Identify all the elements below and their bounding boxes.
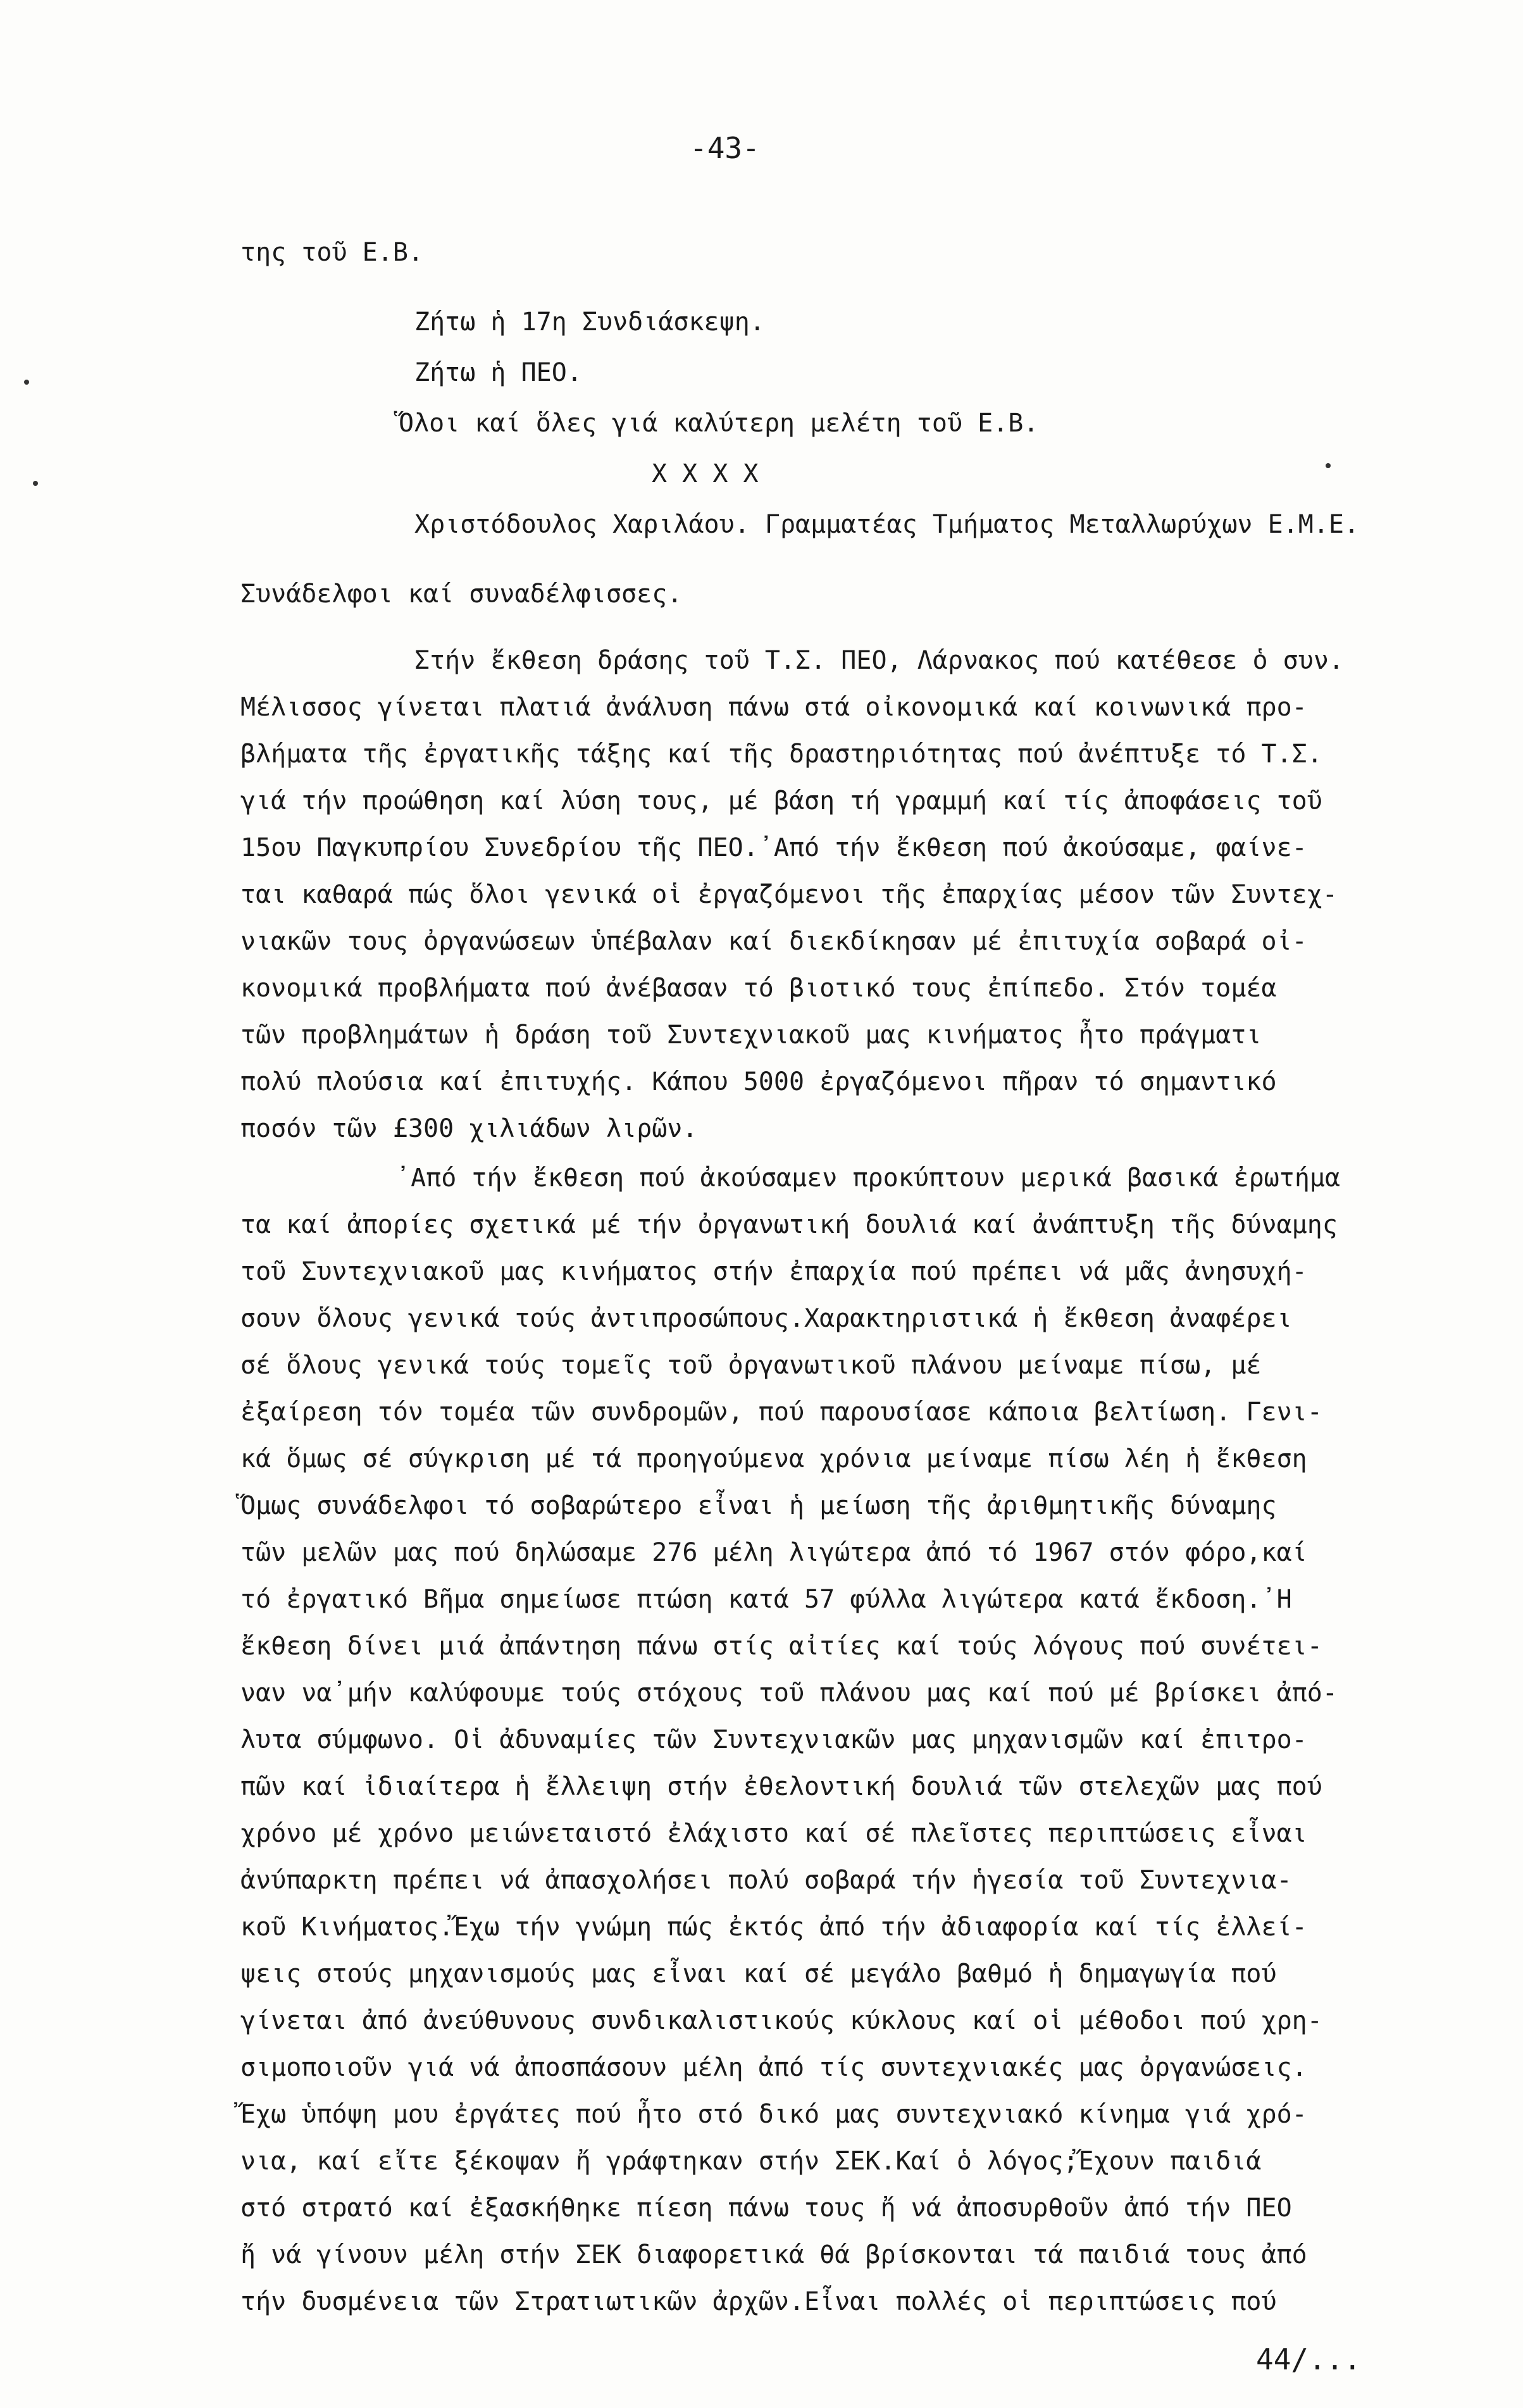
text-line: τα καί ἀπορίες σχετικά μέ τήν ὀργανωτική δουλιά καί ἀνάπτυξη τῆς δύναμης: [240, 1210, 1338, 1239]
salutation: Συνάδελφοι καί συναδέλφισσες.: [240, 580, 683, 609]
text-line: τήν δυσμένεια τῶν Στρατιωτικῶν ἀρχῶν.Εἶναι πολλές οἱ περιπτώσεις πού: [240, 2287, 1277, 2316]
text-line: Ὅμως συνάδελφοι τό σοβαρώτερο εἶναι ἡ μείωση τῆς ἀριθμητικῆς δύναμης: [240, 1491, 1277, 1520]
text-line: Ζήτω ἡ ΠΕΟ.: [414, 358, 582, 387]
scan-speck: [33, 481, 38, 486]
text-line: βλήματα τῆς ἐργατικῆς τάξης καί τῆς δραστηριότητας πού ἀνέπτυξε τό Τ.Σ.: [240, 740, 1322, 769]
text-line: πῶν καί ἰδιαίτερα ἡ ἔλλειψη στήν ἐθελοντική δουλιά τῶν στελεχῶν μας πού: [240, 1772, 1322, 1801]
text-line: πολύ πλούσια καί ἐπιτυχής. Κάπου 5000 ἐργαζόμενοι πῆραν τό σημαντικό: [240, 1067, 1277, 1096]
text-line: νια, καί εἴτε ξέκοψαν ἤ γράφτηκαν στήν ΣΕΚ.Καί ὁ λόγος;Ἔχουν παιδιά: [240, 2147, 1262, 2176]
text-line: ψεις στούς μηχανισμούς μας εἶναι καί σέ μεγάλο βαθμό ἡ δημαγωγία πού: [240, 1959, 1277, 1989]
text-line: ἤ νά γίνουν μέλη στήν ΣΕΚ διαφορετικά θά βρίσκονται τά παιδιά τους ἀπό: [240, 2240, 1307, 2269]
speaker-heading: Χριστόδουλος Χαριλάου. Γραμματέας Τμήματος Μεταλλωρύχων Ε.Μ.Ε.: [414, 510, 1360, 539]
text-line: ἀνύπαρκτη πρέπει νά ἀπασχολήσει πολύ σοβαρά τήν ἡγεσία τοῦ Συντεχνια-: [240, 1866, 1292, 1895]
text-line: κοῦ Κινήματος.Ἔχω τήν γνώμη πώς ἐκτός ἀπό τήν ἀδιαφορία καί τίς ἐλλεί-: [240, 1913, 1307, 1942]
text-line: σέ ὅλους γενικά τούς τομεῖς τοῦ ὀργανωτικοῦ πλάνου μείναμε πίσω, μέ: [240, 1351, 1262, 1380]
text-line: τῶν προβλημάτων ἡ δράση τοῦ Συντεχνιακοῦ μας κινήματος ἦτο πράγματι: [240, 1021, 1262, 1050]
text-line: γιά τήν προώθηση καί λύση τους, μέ βάση τή γραμμή καί τίς ἀποφάσεις τοῦ: [240, 786, 1322, 816]
text-line: ἔκθεση δίνει μιά ἀπάντηση πάνω στίς αἰτίες καί τούς λόγους πού συνέτει-: [240, 1632, 1322, 1661]
text-line: κά ὅμως σέ σύγκριση μέ τά προηγούμενα χρόνια μείναμε πίσω λέη ἡ ἔκθεση: [240, 1444, 1307, 1474]
text-line: ναν να᾿μήν καλύφουμε τούς στόχους τοῦ πλάνου μας καί πού μέ βρίσκει ἀπό-: [240, 1679, 1338, 1708]
text-line: γίνεται ἀπό ἀνεύθυνους συνδικαλιστικούς κύκλους καί οἱ μέθοδοι πού χρη-: [240, 2006, 1322, 2035]
text-line: σουν ὅλους γενικά τούς ἀντιπροσώπους.Χαρακτηριστικά ἡ ἔκθεση ἀναφέρει: [240, 1304, 1292, 1333]
text-line: Ἔχω ὑπόψη μου ἐργάτες πού ἦτο στό δικό μας συντεχνιακό κίνημα γιά χρό-: [240, 2100, 1307, 2129]
text-line: νιακῶν τους ὀργανώσεων ὑπέβαλαν καί διεκδίκησαν μέ ἐπιτυχία σοβαρά οἰ-: [240, 927, 1307, 956]
text-line: ἐξαίρεση τόν τομέα τῶν συνδρομῶν, πού παρουσίασε κάποια βελτίωση. Γενι-: [240, 1398, 1322, 1427]
text-line: ᾿Από τήν ἔκθεση πού ἀκούσαμεν προκύπτουν μερικά βασικά ἐρωτήμα: [395, 1164, 1341, 1193]
text-line: της τοῦ Ε.Β.: [240, 238, 423, 267]
text-line: χρόνο μέ χρόνο μειώνεταιστό ἐλάχιστο καί σέ πλεῖστες περιπτώσεις εἶναι: [240, 1819, 1307, 1848]
scan-speck: [24, 380, 29, 385]
text-line: Στήν ἔκθεση δράσης τοῦ Τ.Σ. ΠΕΟ, Λάρνακος πού κατέθεσε ὁ συν.: [414, 646, 1345, 675]
text-line: στό στρατό καί ἐξασκήθηκε πίεση πάνω τους ἤ νά ἀποσυρθοῦν ἀπό τήν ΠΕΟ: [240, 2194, 1292, 2223]
text-line: κονομικά προβλήματα πού ἀνέβασαν τό βιοτικό τους ἐπίπεδο. Στόν τομέα: [240, 974, 1277, 1003]
text-line: τῶν μελῶν μας πού δηλώσαμε 276 μέλη λιγώτερα ἀπό τό 1967 στόν φόρο,καί: [240, 1538, 1307, 1567]
text-line: ται καθαρά πώς ὅλοι γενικά οἱ ἐργαζόμενοι τῆς ἐπαρχίας μέσον τῶν Συντεχ-: [240, 880, 1338, 909]
text-line: λυτα σύμφωνο. Οἱ ἀδυναμίες τῶν Συντεχνιακῶν μας μηχανισμῶν καί ἐπιτρο-: [240, 1725, 1307, 1754]
page-number: -43-: [690, 131, 760, 165]
text-line: τοῦ Συντεχνιακοῦ μας κινήματος στήν ἐπαρχία πού πρέπει νά μᾶς ἀνησυχή-: [240, 1257, 1307, 1286]
text-line: Ζήτω ἡ 17η Συνδιάσκεψη.: [414, 307, 765, 337]
text-line: τό ἐργατικό Βῆμα σημείωσε πτώση κατά 57 φύλλα λιγώτερα κατά ἔκδοση.᾿Η: [240, 1585, 1292, 1614]
text-line: Ὅλοι καί ὅλες γιά καλύτερη μελέτη τοῦ Ε.Β.: [399, 409, 1039, 438]
scan-speck: [1326, 463, 1331, 468]
section-separator: Χ Χ Χ Χ: [652, 459, 759, 488]
text-line: 15ου Παγκυπρίου Συνεδρίου τῆς ΠΕΟ.᾿Από τήν ἔκθεση πού ἀκούσαμε, φαίνε-: [240, 833, 1307, 862]
text-line: Μέλισσος γίνεται πλατιά ἀνάλυση πάνω στά οἰκονομικά καί κοινωνικά προ-: [240, 693, 1307, 722]
text-line: ποσόν τῶν £300 χιλιάδων λιρῶν.: [240, 1114, 698, 1143]
continuation-marker: 44/...: [1256, 2342, 1362, 2376]
text-line: σιμοποιοῦν γιά νά ἀποσπάσουν μέλη ἀπό τίς συντεχνιακές μας ὀργανώσεις.: [240, 2053, 1307, 2082]
